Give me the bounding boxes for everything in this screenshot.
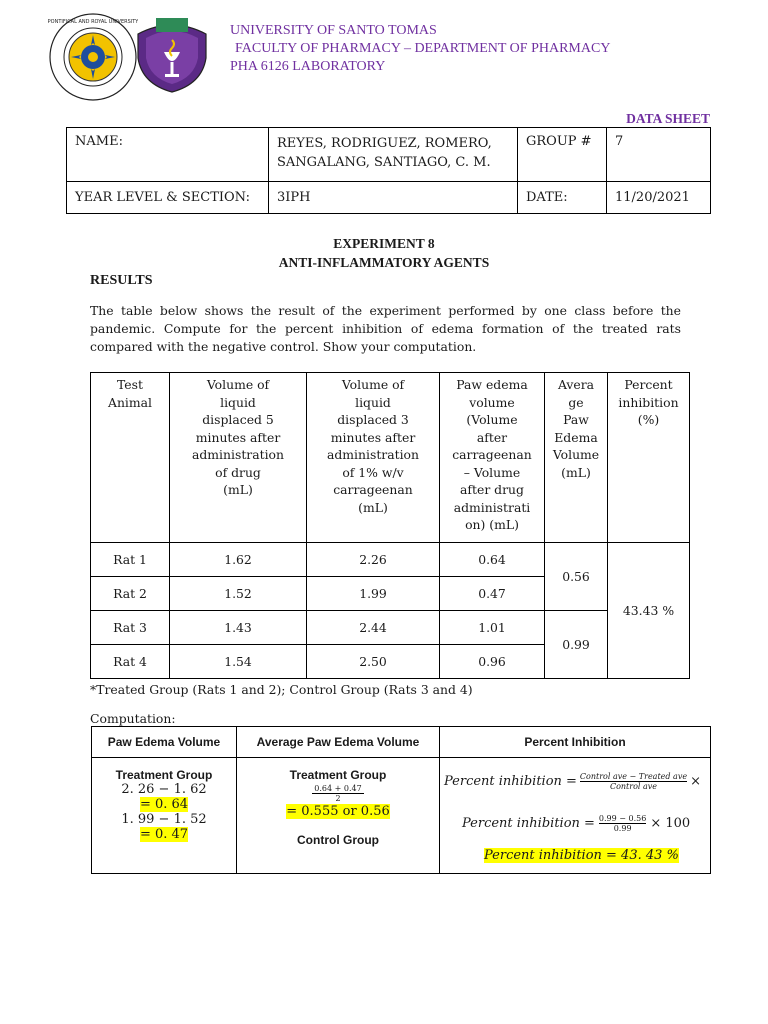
average-result: = 0.555 or 0.56: [286, 804, 390, 819]
header-line: volume: [469, 394, 515, 410]
cell-paw: 0.96: [440, 645, 545, 679]
header-line: Paw: [563, 412, 589, 427]
date-label: DATE:: [518, 182, 607, 214]
header-line: Test: [117, 377, 143, 392]
cell-v3: 2.26: [307, 543, 440, 577]
header-line: ge: [568, 394, 584, 410]
header-line: Volume: [552, 447, 600, 462]
header-line: of 1% w/v: [342, 464, 404, 480]
cell-percent-inhibition: 43.43 %: [608, 543, 690, 679]
university-name: UNIVERSITY OF SANTO TOMAS: [230, 23, 437, 38]
header-average-paw-edema: [545, 373, 608, 543]
computation-label: Computation:: [90, 711, 176, 726]
control-group-label: Control Group: [297, 833, 379, 847]
header-line: on) (mL): [465, 517, 519, 532]
header-line: administrati: [453, 499, 531, 515]
data-sheet-title: DATA SHEET: [626, 111, 710, 126]
university-header: [230, 22, 610, 76]
svg-text:PONTIFICAL AND ROYAL UNIVERSIT: PONTIFICAL AND ROYAL UNIVERSITY: [48, 19, 138, 25]
result-2: = 0. 47: [139, 827, 189, 842]
header-line: administration: [191, 447, 284, 462]
header-line: of drug: [215, 464, 261, 480]
header-line: carrageenan: [452, 447, 532, 462]
cell-v5: 1.43: [170, 611, 307, 645]
header-line: after drug: [460, 482, 524, 497]
date-value: 11/20/2021: [607, 182, 711, 214]
cell-paw: 0.47: [440, 577, 545, 611]
group-label: GROUP #: [518, 128, 607, 182]
header-line: Paw edema: [456, 377, 528, 392]
col-paw-edema-volume: Paw Edema Volume: [92, 727, 237, 758]
treatment-group-label: Treatment Group: [115, 768, 213, 782]
percent-inhibition-computation: Percent inhibition = Control ave − Treated ave Control ave × Percent inhibition = $\frac{0.99 - 0.56}{0.99}$ × 100 Percent inhibition = 43. 43 %: [440, 758, 711, 874]
cell-paw: 1.01: [440, 611, 545, 645]
header-line: administration: [326, 447, 419, 462]
cell-v3: 2.44: [307, 611, 440, 645]
cell-v5: 1.52: [170, 577, 307, 611]
results-table: [90, 372, 690, 679]
header-line: liquid: [220, 394, 256, 410]
table-row: [91, 611, 690, 645]
header-paw-edema-volume: [440, 373, 545, 543]
cell-animal: Rat 4: [91, 645, 170, 679]
header-line: Edema: [554, 429, 598, 445]
header-line: Percent: [624, 377, 673, 392]
treatment-group-label-2: Treatment Group: [289, 768, 387, 782]
percent-inhibition-result: Percent inhibition = 43. 43 %: [484, 848, 679, 863]
average-fraction: $\frac{0.64 + 0.47}{2}$: [314, 784, 362, 803]
header-line: after: [476, 429, 508, 445]
experiment-number: EXPERIMENT 8: [333, 236, 435, 251]
group-value: 7: [607, 128, 711, 182]
header-line: minutes after: [195, 429, 281, 445]
header-line: – Volume: [463, 464, 521, 480]
equation-2: 1. 99 − 1. 52: [121, 812, 207, 827]
cell-animal: Rat 1: [91, 543, 170, 577]
cell-v5: 1.62: [170, 543, 307, 577]
year-label: YEAR LEVEL & SECTION:: [67, 182, 269, 214]
header-percent-inhibition: [608, 373, 690, 543]
cell-avg-treated: 0.56: [545, 543, 608, 611]
header-line: Animal: [108, 394, 152, 410]
col-average-paw-edema: Average Paw Edema Volume: [237, 727, 440, 758]
computation-table: [91, 726, 711, 874]
course-code: PHA 6126 LABORATORY: [230, 59, 386, 74]
cell-animal: Rat 3: [91, 611, 170, 645]
header-line: (mL): [561, 464, 591, 480]
average-computation: [237, 758, 440, 874]
paw-edema-computation: [92, 758, 237, 874]
faculty-shield-logo: [132, 12, 212, 94]
cell-v5: 1.54: [170, 645, 307, 679]
header-line: displaced 5: [202, 412, 274, 427]
experiment-title: ANTI-INFLAMMATORY AGENTS: [278, 255, 490, 270]
table-footnote: *Treated Group (Rats 1 and 2); Control Group (Rats 3 and 4): [90, 682, 473, 697]
equation-1: 2. 26 − 1. 62: [121, 782, 207, 797]
header-line: (Volume: [466, 412, 518, 427]
cell-paw: 0.64: [440, 543, 545, 577]
cell-v3: 2.50: [307, 645, 440, 679]
cell-animal: Rat 2: [91, 577, 170, 611]
university-seal-logo: [48, 12, 138, 102]
header-test-animal: [91, 373, 170, 543]
header-line: Volume of: [206, 377, 270, 392]
table-row: [91, 543, 690, 577]
results-heading: RESULTS: [90, 273, 153, 288]
header-line: carrageenan: [333, 482, 413, 497]
header-volume-3min: [307, 373, 440, 543]
header-line: inhibition: [618, 394, 679, 410]
cell-v3: 1.99: [307, 577, 440, 611]
header-line: Avera: [557, 377, 595, 392]
col-percent-inhibition: Percent Inhibition: [440, 727, 711, 758]
student-info-table: [66, 127, 711, 214]
header-line: liquid: [355, 394, 391, 410]
header-line: (mL): [223, 482, 253, 497]
result-1: = 0. 64: [139, 797, 189, 812]
header-line: (mL): [358, 499, 388, 515]
cell-avg-control: 0.99: [545, 611, 608, 679]
instructions-paragraph: The table below shows the result of the experiment performed by one class before the pandemic. Compute for the percent inhibition of edema formation of the treated rats compared with the negative control. Show your computation.: [90, 303, 681, 354]
name-value: REYES, RODRIGUEZ, ROMERO, SANGALANG, SANTIAGO, C. M.: [269, 128, 518, 182]
header-line: displaced 3: [337, 412, 409, 427]
header-volume-5min: [170, 373, 307, 543]
header-line: Volume of: [341, 377, 405, 392]
header-line: (%): [637, 412, 660, 427]
year-value: 3IPH: [269, 182, 518, 214]
header-line: minutes after: [330, 429, 416, 445]
name-label: NAME:: [67, 128, 269, 182]
faculty-name: FACULTY OF PHARMACY – DEPARTMENT OF PHARMACY: [235, 41, 611, 56]
